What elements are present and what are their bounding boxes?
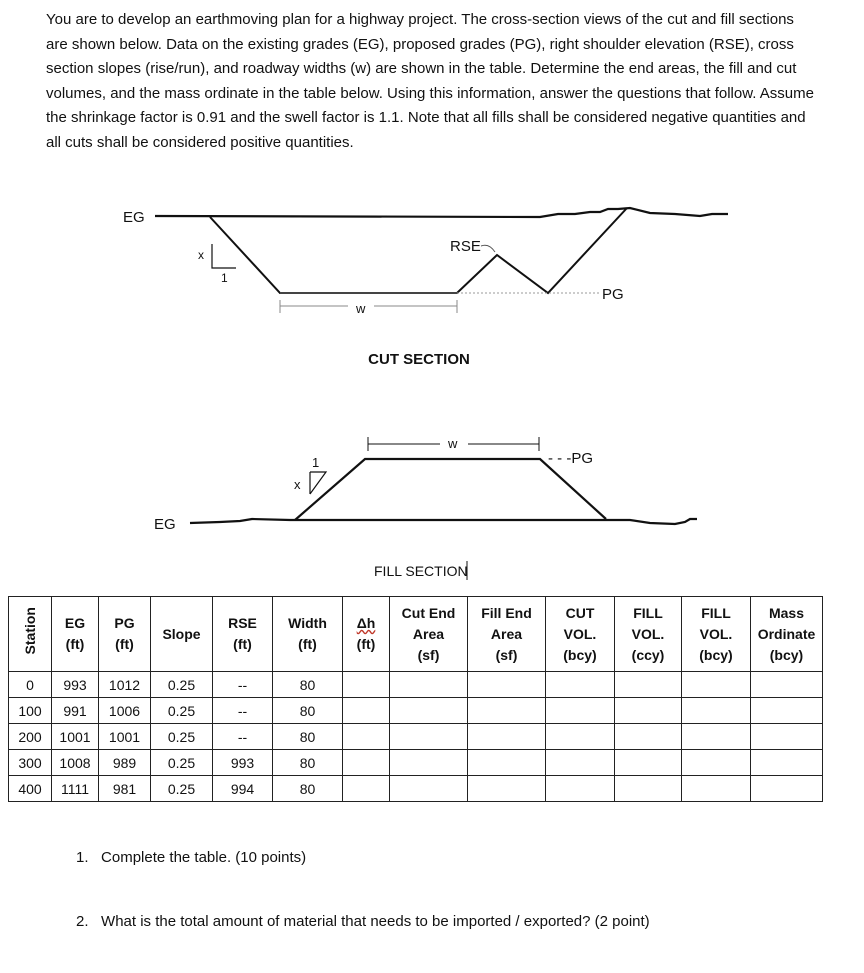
fill-existing-grade-line xyxy=(190,519,697,524)
cell-station: 400 xyxy=(9,776,52,802)
cut-section-outline xyxy=(210,208,627,293)
cell-width: 80 xyxy=(273,698,343,724)
blank-answer-cell xyxy=(615,672,682,698)
table-row xyxy=(9,724,823,750)
cell-eg: 1008 xyxy=(52,750,99,776)
fill-slope-triangle xyxy=(310,472,326,494)
fill-eg-label: EG xyxy=(154,516,176,533)
question-1: 1. Complete the table. (10 points) xyxy=(76,849,307,866)
blank-answer-cell xyxy=(343,750,390,776)
blank-answer-cell xyxy=(615,698,682,724)
header-delta-h: Δh (ft) xyxy=(343,597,390,672)
cell-pg: 981 xyxy=(99,776,151,802)
cell-pg: 989 xyxy=(99,750,151,776)
cut-pg-label: PG xyxy=(602,286,624,303)
cut-eg-label: EG xyxy=(123,209,145,226)
blank-answer-cell xyxy=(343,698,390,724)
cut-rse-label: RSE xyxy=(450,238,481,255)
blank-answer-cell xyxy=(390,698,468,724)
cell-slope: 0.25 xyxy=(151,724,213,750)
cell-slope: 0.25 xyxy=(151,698,213,724)
header-cut-end-area: Cut End Area (sf) xyxy=(390,597,468,672)
cell-slope: 0.25 xyxy=(151,750,213,776)
cell-rse: -- xyxy=(213,698,273,724)
cell-rse: 994 xyxy=(213,776,273,802)
blank-answer-cell xyxy=(468,750,546,776)
blank-answer-cell xyxy=(468,724,546,750)
cut-slope-x-label: x xyxy=(198,248,204,262)
blank-answer-cell xyxy=(390,724,468,750)
cell-width: 80 xyxy=(273,776,343,802)
blank-answer-cell xyxy=(390,672,468,698)
blank-answer-cell xyxy=(682,750,751,776)
blank-answer-cell xyxy=(751,776,823,802)
header-cut-vol: CUT VOL. (bcy) xyxy=(546,597,615,672)
blank-answer-cell xyxy=(546,672,615,698)
header-fill-vol-bcy: FILL VOL. (bcy) xyxy=(682,597,751,672)
table-header-row xyxy=(9,597,823,672)
blank-answer-cell xyxy=(615,776,682,802)
fill-slope-one-label: 1 xyxy=(312,455,320,470)
blank-answer-cell xyxy=(468,698,546,724)
cell-slope: 0.25 xyxy=(151,776,213,802)
cell-eg: 991 xyxy=(52,698,99,724)
cell-eg: 1111 xyxy=(52,776,99,802)
blank-answer-cell xyxy=(546,776,615,802)
cell-width: 80 xyxy=(273,724,343,750)
cut-section-title: CUT SECTION xyxy=(368,351,470,368)
blank-answer-cell xyxy=(682,776,751,802)
blank-answer-cell xyxy=(615,750,682,776)
cut-section-diagram xyxy=(123,208,728,368)
earthwork-table xyxy=(8,596,823,802)
blank-answer-cell xyxy=(468,672,546,698)
blank-answer-cell xyxy=(343,672,390,698)
cut-slope-one-label: 1 xyxy=(221,271,228,285)
cell-eg: 993 xyxy=(52,672,99,698)
cell-pg: 1006 xyxy=(99,698,151,724)
cell-pg: 1001 xyxy=(99,724,151,750)
blank-answer-cell xyxy=(751,724,823,750)
cell-station: 100 xyxy=(9,698,52,724)
cell-width: 80 xyxy=(273,672,343,698)
blank-answer-cell xyxy=(682,724,751,750)
fill-w-label: w xyxy=(448,436,458,451)
header-fill-vol-ccy: FILL VOL. (ccy) xyxy=(615,597,682,672)
blank-answer-cell xyxy=(343,724,390,750)
blank-answer-cell xyxy=(546,724,615,750)
blank-answer-cell xyxy=(390,776,468,802)
blank-answer-cell xyxy=(390,750,468,776)
cell-station: 200 xyxy=(9,724,52,750)
table-row xyxy=(9,672,823,698)
cell-rse: -- xyxy=(213,672,273,698)
cell-station: 0 xyxy=(9,672,52,698)
fill-pg-label: - - -PG xyxy=(548,450,593,467)
header-eg: EG (ft) xyxy=(52,597,99,672)
table-row xyxy=(9,776,823,802)
cut-rse-leader xyxy=(481,245,495,252)
header-mass-ordinate: Mass Ordinate (bcy) xyxy=(751,597,823,672)
header-width: Width (ft) xyxy=(273,597,343,672)
blank-answer-cell xyxy=(682,672,751,698)
cell-slope: 0.25 xyxy=(151,672,213,698)
blank-answer-cell xyxy=(615,724,682,750)
blank-answer-cell xyxy=(343,776,390,802)
table-row xyxy=(9,750,823,776)
blank-answer-cell xyxy=(751,698,823,724)
problem-statement: You are to develop an earthmoving plan for a highway project. The cross-section views of the cut and fill sections are shown below. Data on the existing grades (EG), proposed grades (PG), right shoulder elevation (RSE), cross section slopes (rise/run), and roadway widths (w) are shown in the table. Determine the end areas, the fill and cut volumes, and the mass ordinate in the table below. Using this information, answer the questions that follow. Assume the shrinkage factor is 0.91 and the swell factor is 1.1. Note that all fills shall be considered negative quantities and all cuts shall be considered positive quantities. xyxy=(46,11,814,151)
fill-section-diagram xyxy=(154,436,697,580)
fill-section-title: FILL SECTION xyxy=(374,563,468,579)
cell-width: 80 xyxy=(273,750,343,776)
cell-pg: 1012 xyxy=(99,672,151,698)
blank-answer-cell xyxy=(546,698,615,724)
cell-station: 300 xyxy=(9,750,52,776)
cut-existing-grade-line xyxy=(155,208,728,217)
question-2: 2. What is the total amount of material that needs to be imported / exported? (2 point) xyxy=(76,913,650,930)
blank-answer-cell xyxy=(751,672,823,698)
cell-eg: 1001 xyxy=(52,724,99,750)
table-row xyxy=(9,698,823,724)
blank-answer-cell xyxy=(468,776,546,802)
header-fill-end-area: Fill End Area (sf) xyxy=(468,597,546,672)
cut-slope-triangle xyxy=(212,244,236,268)
cut-w-label: w xyxy=(356,301,366,316)
fill-slope-x-label: x xyxy=(294,477,301,492)
fill-section-outline xyxy=(295,459,606,520)
blank-answer-cell xyxy=(751,750,823,776)
blank-answer-cell xyxy=(682,698,751,724)
header-rse: RSE (ft) xyxy=(213,597,273,672)
blank-answer-cell xyxy=(546,750,615,776)
header-station: Station xyxy=(9,597,52,672)
header-pg: PG (ft) xyxy=(99,597,151,672)
cell-rse: -- xyxy=(213,724,273,750)
cell-rse: 993 xyxy=(213,750,273,776)
header-slope: Slope xyxy=(151,597,213,672)
